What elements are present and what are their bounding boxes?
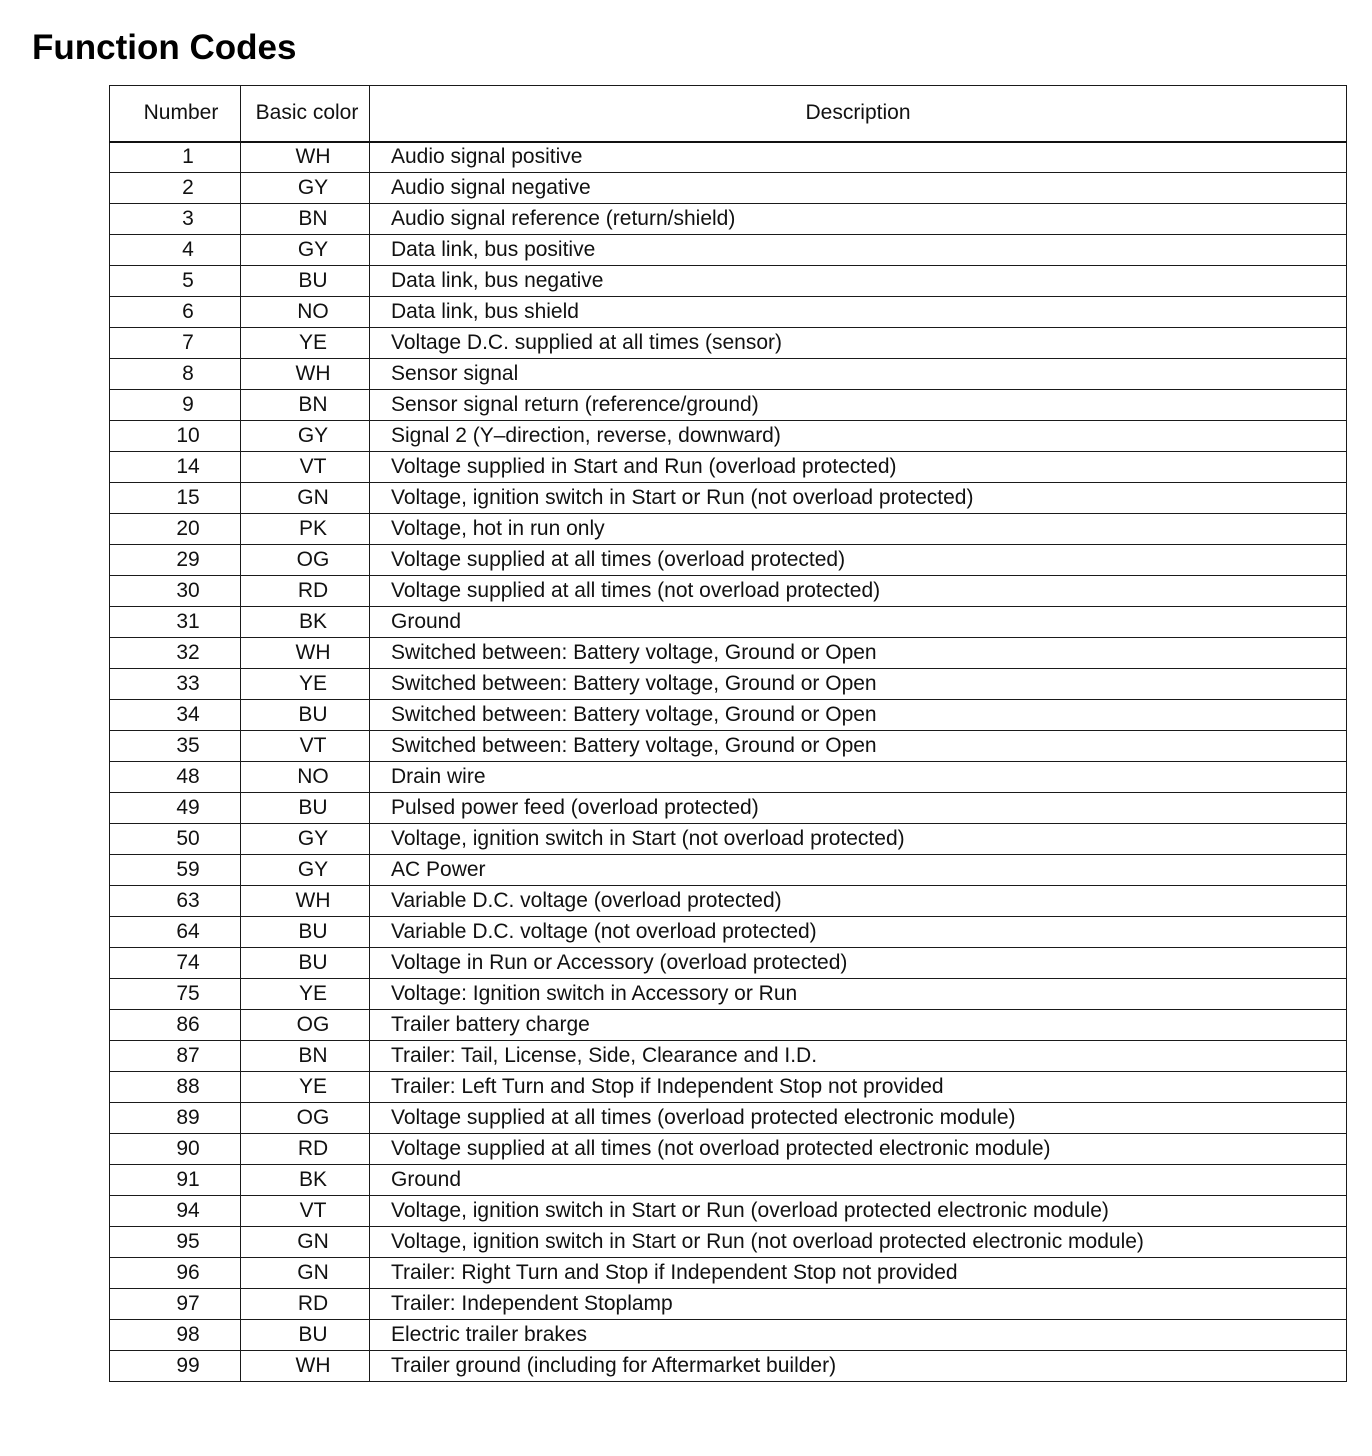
cell-description: Data link, bus shield bbox=[370, 297, 1347, 328]
cell-description: Data link, bus positive bbox=[370, 235, 1347, 266]
cell-description: Trailer: Right Turn and Stop if Independent Stop not provided bbox=[370, 1258, 1347, 1289]
table-row bbox=[110, 607, 1347, 638]
cell-number: 5 bbox=[110, 266, 241, 297]
table-row bbox=[110, 390, 1347, 421]
cell-description: Voltage supplied at all times (not overload protected) bbox=[370, 576, 1347, 607]
cell-basic-color: RD bbox=[241, 1289, 370, 1320]
cell-description: Audio signal reference (return/shield) bbox=[370, 204, 1347, 235]
cell-description: Sensor signal bbox=[370, 359, 1347, 390]
cell-description: Trailer ground (including for Aftermarket builder) bbox=[370, 1351, 1347, 1382]
table-row bbox=[110, 1103, 1347, 1134]
cell-description: Audio signal negative bbox=[370, 173, 1347, 204]
table-row bbox=[110, 266, 1347, 297]
table-row bbox=[110, 173, 1347, 204]
table-row bbox=[110, 824, 1347, 855]
cell-basic-color: PK bbox=[241, 514, 370, 545]
cell-description: Voltage supplied at all times (overload protected electronic module) bbox=[370, 1103, 1347, 1134]
cell-description: Voltage supplied at all times (not overload protected electronic module) bbox=[370, 1134, 1347, 1165]
table-row bbox=[110, 359, 1347, 390]
table-row bbox=[110, 638, 1347, 669]
cell-number: 6 bbox=[110, 297, 241, 328]
cell-description: Trailer: Independent Stoplamp bbox=[370, 1289, 1347, 1320]
cell-number: 88 bbox=[110, 1072, 241, 1103]
table-row bbox=[110, 142, 1347, 173]
cell-basic-color: BN bbox=[241, 390, 370, 421]
cell-number: 8 bbox=[110, 359, 241, 390]
cell-number: 49 bbox=[110, 793, 241, 824]
cell-basic-color: RD bbox=[241, 1134, 370, 1165]
cell-description: Trailer: Left Turn and Stop if Independent Stop not provided bbox=[370, 1072, 1347, 1103]
cell-basic-color: NO bbox=[241, 762, 370, 793]
cell-description: Voltage D.C. supplied at all times (sensor) bbox=[370, 328, 1347, 359]
table-row bbox=[110, 948, 1347, 979]
table-row bbox=[110, 1072, 1347, 1103]
cell-description: Switched between: Battery voltage, Ground or Open bbox=[370, 669, 1347, 700]
cell-basic-color: VT bbox=[241, 731, 370, 762]
cell-basic-color: OG bbox=[241, 1103, 370, 1134]
cell-description: Voltage, ignition switch in Start or Run (not overload protected) bbox=[370, 483, 1347, 514]
cell-basic-color: WH bbox=[241, 1351, 370, 1382]
cell-basic-color: BN bbox=[241, 204, 370, 235]
cell-description: Data link, bus negative bbox=[370, 266, 1347, 297]
cell-basic-color: BU bbox=[241, 948, 370, 979]
cell-number: 29 bbox=[110, 545, 241, 576]
table-row bbox=[110, 1289, 1347, 1320]
cell-basic-color: GY bbox=[241, 235, 370, 266]
cell-basic-color: RD bbox=[241, 576, 370, 607]
cell-number: 35 bbox=[110, 731, 241, 762]
cell-basic-color: BK bbox=[241, 1165, 370, 1196]
cell-basic-color: YE bbox=[241, 979, 370, 1010]
cell-basic-color: WH bbox=[241, 359, 370, 390]
cell-basic-color: YE bbox=[241, 1072, 370, 1103]
cell-number: 48 bbox=[110, 762, 241, 793]
cell-description: AC Power bbox=[370, 855, 1347, 886]
table-row bbox=[110, 1258, 1347, 1289]
table-row bbox=[110, 204, 1347, 235]
cell-basic-color: BU bbox=[241, 917, 370, 948]
table-row bbox=[110, 1041, 1347, 1072]
cell-basic-color: YE bbox=[241, 669, 370, 700]
cell-description: Variable D.C. voltage (not overload protected) bbox=[370, 917, 1347, 948]
table-row bbox=[110, 514, 1347, 545]
cell-number: 4 bbox=[110, 235, 241, 266]
column-header-number: Number bbox=[110, 86, 241, 142]
cell-basic-color: BU bbox=[241, 266, 370, 297]
cell-basic-color: BU bbox=[241, 1320, 370, 1351]
table-row bbox=[110, 1351, 1347, 1382]
cell-basic-color: GY bbox=[241, 173, 370, 204]
table-header-row bbox=[110, 86, 1347, 142]
cell-number: 98 bbox=[110, 1320, 241, 1351]
table-row bbox=[110, 793, 1347, 824]
column-header-description: Description bbox=[370, 86, 1347, 142]
cell-basic-color: WH bbox=[241, 638, 370, 669]
cell-number: 91 bbox=[110, 1165, 241, 1196]
cell-basic-color: BK bbox=[241, 607, 370, 638]
cell-basic-color: OG bbox=[241, 1010, 370, 1041]
cell-basic-color: BU bbox=[241, 793, 370, 824]
cell-number: 10 bbox=[110, 421, 241, 452]
cell-description: Pulsed power feed (overload protected) bbox=[370, 793, 1347, 824]
cell-number: 34 bbox=[110, 700, 241, 731]
table-row bbox=[110, 235, 1347, 266]
cell-description: Switched between: Battery voltage, Ground or Open bbox=[370, 700, 1347, 731]
cell-number: 75 bbox=[110, 979, 241, 1010]
cell-number: 32 bbox=[110, 638, 241, 669]
cell-description: Ground bbox=[370, 607, 1347, 638]
cell-description: Voltage supplied at all times (overload protected) bbox=[370, 545, 1347, 576]
cell-description: Voltage: Ignition switch in Accessory or Run bbox=[370, 979, 1347, 1010]
cell-number: 96 bbox=[110, 1258, 241, 1289]
cell-number: 30 bbox=[110, 576, 241, 607]
table-row bbox=[110, 731, 1347, 762]
table-row bbox=[110, 979, 1347, 1010]
table-row bbox=[110, 421, 1347, 452]
table-row bbox=[110, 1134, 1347, 1165]
cell-description: Trailer: Tail, License, Side, Clearance and I.D. bbox=[370, 1041, 1347, 1072]
table-row bbox=[110, 669, 1347, 700]
table-row bbox=[110, 576, 1347, 607]
cell-basic-color: YE bbox=[241, 328, 370, 359]
table-row bbox=[110, 1165, 1347, 1196]
cell-number: 2 bbox=[110, 173, 241, 204]
function-codes-table bbox=[109, 85, 1347, 1382]
cell-description: Electric trailer brakes bbox=[370, 1320, 1347, 1351]
cell-number: 3 bbox=[110, 204, 241, 235]
table-row bbox=[110, 1010, 1347, 1041]
table-row bbox=[110, 762, 1347, 793]
table-row bbox=[110, 886, 1347, 917]
cell-description: Voltage, ignition switch in Start or Run (overload protected electronic module) bbox=[370, 1196, 1347, 1227]
cell-description: Switched between: Battery voltage, Ground or Open bbox=[370, 638, 1347, 669]
cell-basic-color: GY bbox=[241, 855, 370, 886]
cell-number: 89 bbox=[110, 1103, 241, 1134]
cell-description: Voltage, ignition switch in Start or Run (not overload protected electronic module) bbox=[370, 1227, 1347, 1258]
cell-basic-color: OG bbox=[241, 545, 370, 576]
table-row bbox=[110, 917, 1347, 948]
cell-number: 63 bbox=[110, 886, 241, 917]
cell-basic-color: NO bbox=[241, 297, 370, 328]
cell-number: 90 bbox=[110, 1134, 241, 1165]
cell-number: 87 bbox=[110, 1041, 241, 1072]
table-row bbox=[110, 1320, 1347, 1351]
cell-description: Signal 2 (Y–direction, reverse, downward) bbox=[370, 421, 1347, 452]
cell-number: 64 bbox=[110, 917, 241, 948]
cell-basic-color: WH bbox=[241, 886, 370, 917]
cell-description: Ground bbox=[370, 1165, 1347, 1196]
cell-description: Audio signal positive bbox=[370, 142, 1347, 173]
page-title: Function Codes bbox=[32, 28, 297, 67]
cell-description: Voltage supplied in Start and Run (overload protected) bbox=[370, 452, 1347, 483]
cell-number: 95 bbox=[110, 1227, 241, 1258]
cell-basic-color: GN bbox=[241, 1227, 370, 1258]
cell-number: 50 bbox=[110, 824, 241, 855]
cell-basic-color: BN bbox=[241, 1041, 370, 1072]
cell-number: 74 bbox=[110, 948, 241, 979]
cell-number: 20 bbox=[110, 514, 241, 545]
table-row bbox=[110, 452, 1347, 483]
cell-number: 7 bbox=[110, 328, 241, 359]
cell-description: Drain wire bbox=[370, 762, 1347, 793]
cell-number: 9 bbox=[110, 390, 241, 421]
cell-basic-color: GN bbox=[241, 483, 370, 514]
cell-number: 97 bbox=[110, 1289, 241, 1320]
cell-description: Voltage in Run or Accessory (overload protected) bbox=[370, 948, 1347, 979]
cell-description: Trailer battery charge bbox=[370, 1010, 1347, 1041]
table-row bbox=[110, 1196, 1347, 1227]
cell-number: 59 bbox=[110, 855, 241, 886]
column-header-basic-color: Basic color bbox=[241, 86, 370, 142]
table-body bbox=[110, 142, 1347, 1382]
cell-number: 33 bbox=[110, 669, 241, 700]
cell-description: Switched between: Battery voltage, Ground or Open bbox=[370, 731, 1347, 762]
cell-description: Voltage, hot in run only bbox=[370, 514, 1347, 545]
table-row bbox=[110, 545, 1347, 576]
table-row bbox=[110, 855, 1347, 886]
table-row bbox=[110, 1227, 1347, 1258]
cell-number: 31 bbox=[110, 607, 241, 638]
cell-basic-color: BU bbox=[241, 700, 370, 731]
cell-basic-color: VT bbox=[241, 452, 370, 483]
cell-number: 94 bbox=[110, 1196, 241, 1227]
table-row bbox=[110, 700, 1347, 731]
cell-description: Sensor signal return (reference/ground) bbox=[370, 390, 1347, 421]
cell-basic-color: GN bbox=[241, 1258, 370, 1289]
cell-number: 86 bbox=[110, 1010, 241, 1041]
cell-number: 1 bbox=[110, 142, 241, 173]
table-row bbox=[110, 483, 1347, 514]
cell-number: 15 bbox=[110, 483, 241, 514]
cell-basic-color: WH bbox=[241, 142, 370, 173]
cell-description: Voltage, ignition switch in Start (not overload protected) bbox=[370, 824, 1347, 855]
cell-basic-color: VT bbox=[241, 1196, 370, 1227]
cell-description: Variable D.C. voltage (overload protected) bbox=[370, 886, 1347, 917]
table-row bbox=[110, 328, 1347, 359]
cell-number: 14 bbox=[110, 452, 241, 483]
cell-basic-color: GY bbox=[241, 421, 370, 452]
table-row bbox=[110, 297, 1347, 328]
cell-number: 99 bbox=[110, 1351, 241, 1382]
cell-basic-color: GY bbox=[241, 824, 370, 855]
